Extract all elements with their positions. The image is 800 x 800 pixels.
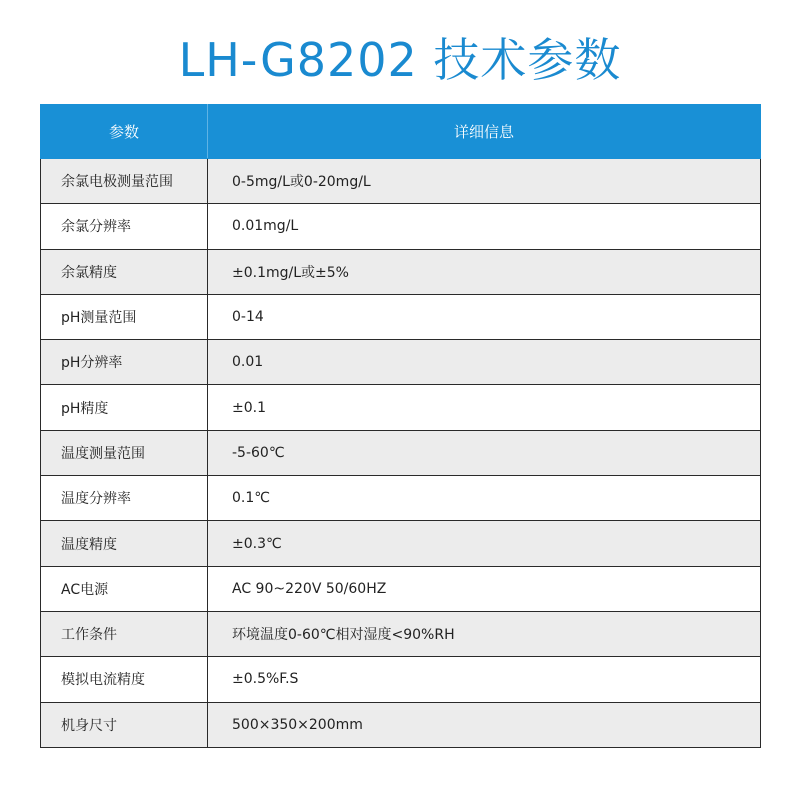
value-cell: 0.01 — [208, 340, 761, 385]
table-row — [41, 204, 761, 249]
page-title: LH-G8202 技术参数 — [178, 33, 622, 87]
value-cell: 0-14 — [208, 294, 761, 339]
value-cell: AC 90~220V 50/60HZ — [208, 566, 761, 611]
param-cell: 温度分辨率 — [41, 476, 208, 521]
table-row — [41, 611, 761, 656]
table-header-row — [41, 105, 761, 159]
column-header-param: 参数 — [41, 105, 208, 159]
column-header-detail: 详细信息 — [208, 105, 761, 159]
param-cell: 余氯电极测量范围 — [41, 159, 208, 204]
value-cell: 环境温度0-60℃相对湿度<90%RH — [208, 611, 761, 656]
param-cell: 余氯分辨率 — [41, 204, 208, 249]
value-cell: ±0.1mg/L或±5% — [208, 249, 761, 294]
value-cell: 0.1℃ — [208, 476, 761, 521]
table-row — [41, 476, 761, 521]
param-cell: pH测量范围 — [41, 294, 208, 339]
table-row — [41, 159, 761, 204]
value-cell: 500×350×200mm — [208, 702, 761, 747]
table-row — [41, 249, 761, 294]
table-row — [41, 566, 761, 611]
table-row — [41, 657, 761, 702]
param-cell: pH分辨率 — [41, 340, 208, 385]
table-row — [41, 702, 761, 747]
param-cell: 机身尺寸 — [41, 702, 208, 747]
table-row — [41, 385, 761, 430]
param-cell: 工作条件 — [41, 611, 208, 656]
param-cell: 温度测量范围 — [41, 430, 208, 475]
param-cell: AC电源 — [41, 566, 208, 611]
spec-table — [40, 104, 761, 748]
value-cell: -5-60℃ — [208, 430, 761, 475]
param-cell: pH精度 — [41, 385, 208, 430]
value-cell: ±0.3℃ — [208, 521, 761, 566]
param-cell: 温度精度 — [41, 521, 208, 566]
value-cell: ±0.1 — [208, 385, 761, 430]
value-cell: 0.01mg/L — [208, 204, 761, 249]
param-cell: 模拟电流精度 — [41, 657, 208, 702]
value-cell: ±0.5%F.S — [208, 657, 761, 702]
table-row — [41, 294, 761, 339]
value-cell: 0-5mg/L或0-20mg/L — [208, 159, 761, 204]
param-cell: 余氯精度 — [41, 249, 208, 294]
table-row — [41, 340, 761, 385]
table-row — [41, 521, 761, 566]
table-row — [41, 430, 761, 475]
